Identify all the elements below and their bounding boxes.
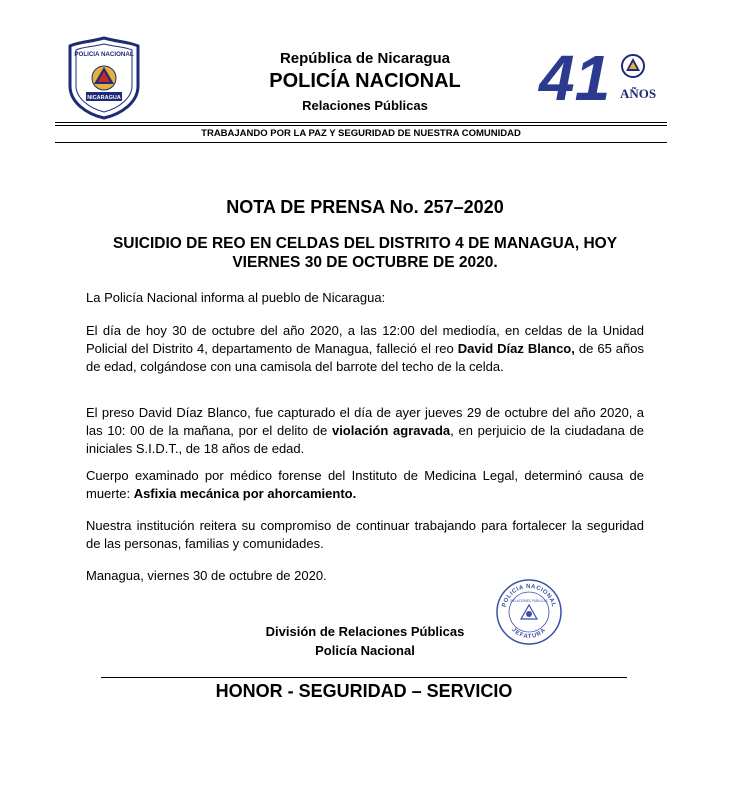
- cause-of-death: Asfixia mecánica por ahorcamiento.: [133, 486, 357, 501]
- footer-motto: HONOR - SEGURIDAD – SERVICIO: [215, 681, 513, 701]
- paragraph-2-text-b: , en perjuicio de la ciudadana de iniciales S.I.D.T., de 18 años de edad.: [86, 423, 644, 456]
- signature-organization: Policía Nacional: [315, 643, 415, 658]
- header-department: Relaciones Públicas: [302, 98, 428, 113]
- press-note-headline: SUICIDIO DE REO EN CELDAS DEL DISTRITO 4 DE MANAGUA, HOY VIERNES 30 DE OCTUBRE DE 2020.: [112, 235, 618, 271]
- header-rule-bottom: [55, 142, 667, 143]
- logo-left-subtext: NICARAGUA: [87, 95, 121, 101]
- seal-bottom-text: JEFATURA: [510, 626, 548, 641]
- header-organization: POLICÍA NACIONAL: [269, 70, 461, 92]
- paragraph-1: [86, 322, 644, 376]
- anniversary-number: 41: [539, 44, 611, 106]
- paragraph-3: [86, 467, 644, 503]
- footer-rule: [101, 677, 627, 678]
- paragraph-1-text-b: de 65 años de edad, colgándose con una camisola del barrote del techo de la celda.: [86, 341, 645, 374]
- seal-top-text: POLICIA NACIONAL: [501, 583, 557, 608]
- anniversary-word: AÑOS: [620, 86, 657, 101]
- press-note-title: NOTA DE PRENSA No. 257–2020: [226, 197, 504, 217]
- logo-left-text: POLICIA NACIONAL: [74, 51, 134, 58]
- crime-type: violación agravada: [331, 423, 451, 438]
- seal-sub-text: RELACIONES PUBLICAS: [510, 599, 548, 603]
- header-country: República de Nicaragua: [279, 50, 451, 67]
- signature-division: División de Relaciones Públicas: [265, 624, 465, 639]
- police-shield-logo: [68, 36, 140, 120]
- paragraph-4: Nuestra institución reitera su compromiso de continuar trabajando para fortalecer la seguridad de las personas, familias y comunidades.: [86, 518, 644, 551]
- paragraph-1-text-a: El día de hoy 30 de octubre del año 2020, a las 12:00 del mediodía, en celdas de la Unidad Policial del Distrito 4, departamento de Managua, falleció el reo: [86, 323, 644, 356]
- date-line: Managua, viernes 30 de octubre de 2020.: [86, 568, 327, 583]
- header-rule-top: [55, 122, 667, 123]
- header-motto: TRABAJANDO POR LA PAZ Y SEGURIDAD DE NUESTRA COMUNIDAD: [201, 128, 521, 139]
- paragraph-3-text: Cuerpo examinado por médico forense del Instituto de Medicina Legal, determinó causa de muerte:: [86, 468, 644, 501]
- intro-paragraph: La Policía Nacional informa al pueblo de Nicaragua:: [86, 290, 386, 305]
- inmate-name: David Díaz Blanco,: [457, 341, 575, 356]
- anniversary-41-logo: [537, 44, 663, 106]
- paragraph-2-text-a: El preso David Díaz Blanco, fue capturado el día de ayer jueves 29 de octubre del año 2020, a las 10: 00 de la mañana, por el delito de: [86, 405, 644, 438]
- header-rule-top-second: [55, 125, 667, 126]
- paragraph-2: [86, 404, 644, 458]
